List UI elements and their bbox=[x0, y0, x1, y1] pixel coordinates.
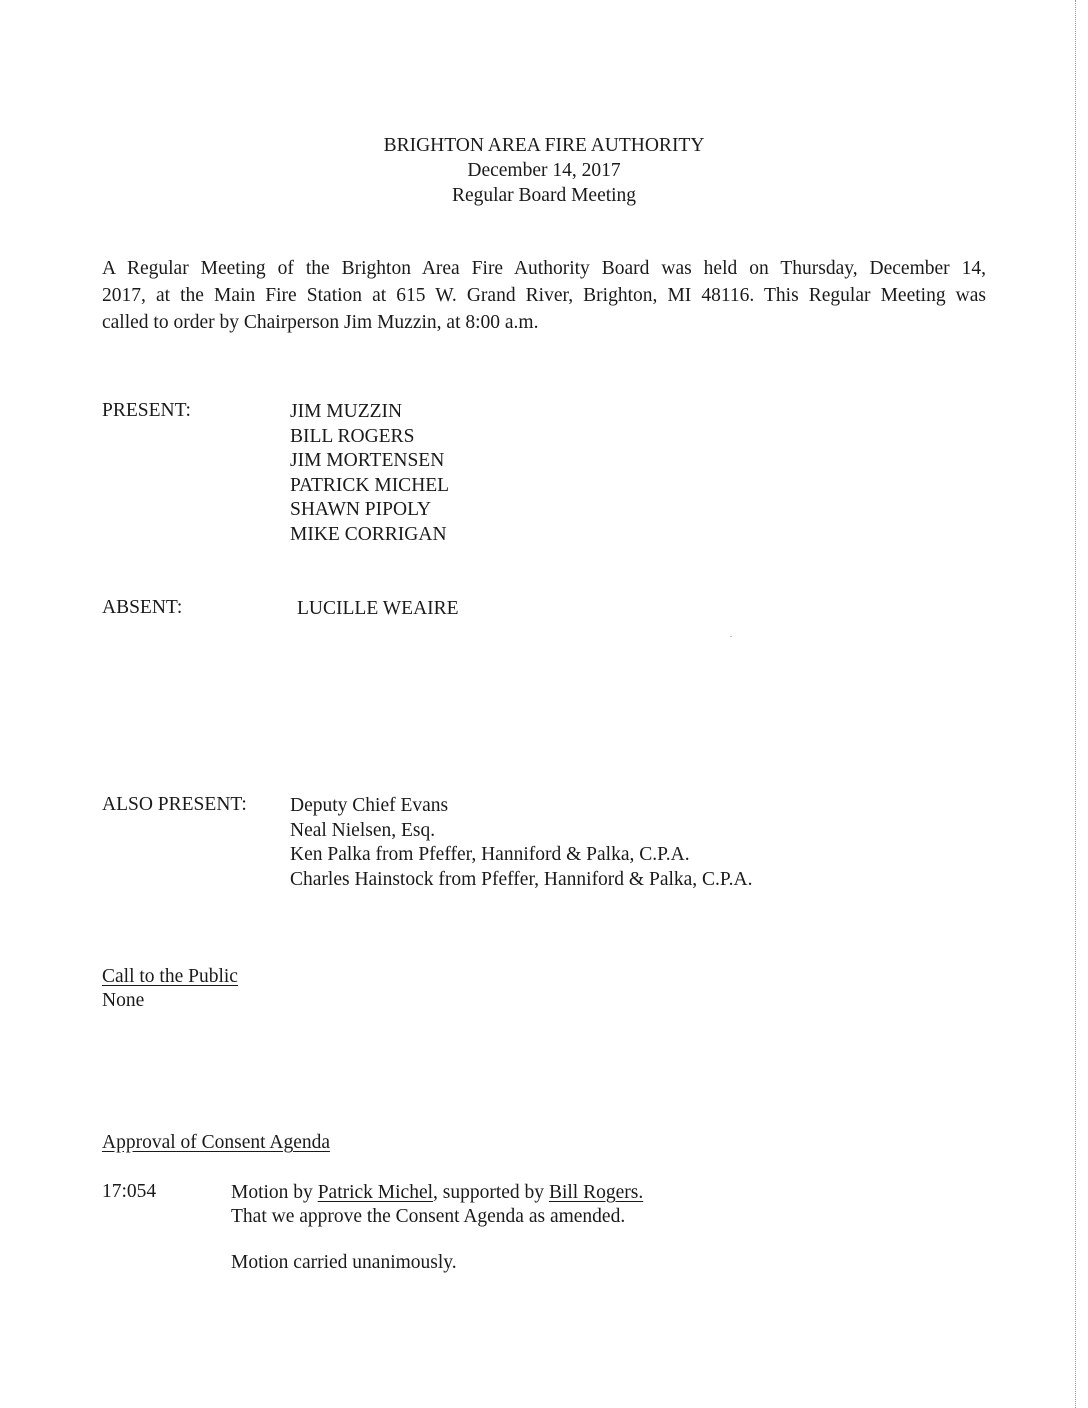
intro-line-2: 2017, at the Main Fire Station at 615 W. Grand River, Brighton, MI 48116. This Regular Meeting was bbox=[102, 285, 986, 306]
document-header bbox=[0, 133, 1088, 208]
present-member: SHAWN PIPOLY bbox=[290, 499, 432, 520]
consent-agenda-heading: Approval of Consent Agenda bbox=[102, 1132, 331, 1153]
organization-name: BRIGHTON AREA FIRE AUTHORITY bbox=[383, 135, 705, 156]
present-member: BILL ROGERS bbox=[290, 425, 415, 447]
call-to-public-heading: Call to the Public bbox=[102, 966, 238, 987]
absent-member: LUCILLE WEAIRE bbox=[297, 598, 459, 619]
present-list bbox=[290, 400, 449, 547]
present-member: MIKE CORRIGAN bbox=[290, 523, 447, 545]
scan-speck bbox=[730, 636, 732, 637]
motion-statement: That we approve the Consent Agenda as amended. bbox=[231, 1206, 626, 1227]
intro-paragraph bbox=[102, 255, 986, 336]
also-present-person: Neal Nielsen, Esq. bbox=[290, 819, 436, 841]
present-member: PATRICK MICHEL bbox=[290, 474, 450, 496]
motion-line bbox=[231, 1181, 643, 1205]
call-to-public-section bbox=[102, 965, 238, 1013]
absent-label: ABSENT: bbox=[102, 597, 183, 618]
call-to-public-body: None bbox=[102, 990, 145, 1011]
also-present-person: Deputy Chief Evans bbox=[290, 795, 449, 816]
motion-number: 17:054 bbox=[102, 1181, 157, 1202]
also-present-person: Ken Palka from Pfeffer, Hanniford & Palka, C.P.A. bbox=[290, 844, 690, 865]
intro-line-3: called to order by Chairperson Jim Muzzin, at 8:00 a.m. bbox=[102, 312, 539, 333]
intro-line-1: A Regular Meeting of the Brighton Area Fire Authority Board was held on Thursday, December 14, bbox=[102, 258, 986, 279]
present-member: JIM MUZZIN bbox=[290, 401, 403, 422]
motion-prefix: Motion by bbox=[231, 1182, 318, 1203]
consent-agenda-section bbox=[102, 1131, 330, 1155]
motion-result: Motion carried unanimously. bbox=[231, 1252, 457, 1273]
absent-list bbox=[297, 597, 459, 622]
present-label: PRESENT: bbox=[102, 400, 191, 421]
also-present-label: ALSO PRESENT: bbox=[102, 794, 247, 815]
also-present-person: Charles Hainstock from Pfeffer, Hanniford & Palka, C.P.A. bbox=[290, 868, 753, 890]
page-edge-scan-mark bbox=[1075, 0, 1076, 1408]
mover-name: Patrick Michel bbox=[317, 1182, 434, 1203]
motion-middle: , supported by bbox=[433, 1182, 549, 1203]
supporter-name: Bill Rogers. bbox=[548, 1182, 644, 1203]
meeting-date: December 14, 2017 bbox=[467, 160, 621, 181]
present-member: JIM MORTENSEN bbox=[290, 450, 445, 471]
also-present-list bbox=[290, 794, 752, 892]
motion-text-block bbox=[231, 1181, 643, 1229]
meeting-type: Regular Board Meeting bbox=[451, 185, 637, 206]
